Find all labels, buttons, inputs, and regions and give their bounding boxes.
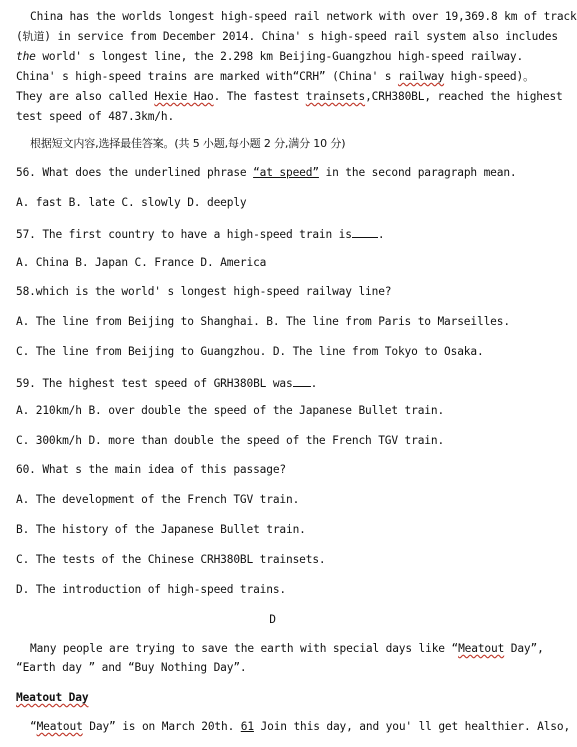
question-56-options: A. fast B. late C. slowly D. deeply [16, 196, 247, 209]
section-d-intro-2: “Earth day ” and “Buy Nothing Day”. [16, 661, 247, 674]
passage-line-6: test speed of 487.3km/h. [16, 110, 175, 123]
passage-line-3: the world' s longest line, the 2.298 km Beijing-Guangzhou high-speed railway. [16, 50, 524, 63]
instructions: 根据短文内容,选择最佳答案。(共 5 小题,每小题 2 分,满分 10 分) [30, 137, 346, 150]
answer-blank [293, 375, 311, 387]
section-heading: Meatout Day [16, 691, 89, 704]
question-57-options: A. China B. Japan C. France D. America [16, 256, 267, 269]
passage-line-4: China' s high-speed trains are marked with“CRH” (China' s railway high-speed)。 [16, 70, 535, 83]
passage-line-2: (轨道) in service from December 2014. China' s high-speed rail system also includes [16, 30, 558, 43]
question-58-options-cd: C. The line from Beijing to Guangzhou. D. The line from Tokyo to Osaka. [16, 345, 484, 358]
passage-line-1: China has the worlds longest high-speed rail network with over 19,369.8 km of track [30, 10, 577, 23]
passage-line-5: They are also called Hexie Hao. The fastest trainsets,CRH380BL, reached the highest [16, 90, 563, 103]
question-59: 59. The highest test speed of GRH380BL was . [16, 377, 318, 390]
question-59-options-cd: C. 300km/h D. more than double the speed of the French TGV train. [16, 434, 445, 447]
question-59-options-ab: A. 210km/h B. over double the speed of the Japanese Bullet train. [16, 404, 445, 417]
section-d-paragraph-line: “Meatout Day” is on March 20th. 61 Join this day, and you' ll get healthier. Also, [30, 720, 571, 733]
answer-blank [352, 226, 378, 238]
question-60-option-d: D. The introduction of high-speed trains. [16, 583, 287, 596]
question-58: 58.which is the world' s longest high-speed railway line? [16, 285, 392, 298]
question-58-options-ab: A. The line from Beijing to Shanghai. B. The line from Paris to Marseilles. [16, 315, 510, 328]
section-d-intro-1: Many people are trying to save the earth with special days like “Meatout Day”, [30, 642, 544, 655]
section-letter: D [269, 613, 276, 626]
question-60-option-c: C. The tests of the Chinese CRH380BL trainsets. [16, 553, 326, 566]
question-60-option-a: A. The development of the French TGV train. [16, 493, 300, 506]
question-57: 57. The first country to have a high-speed train is . [16, 228, 385, 241]
question-60: 60. What s the main idea of this passage? [16, 463, 287, 476]
question-56: 56. What does the underlined phrase “at speed” in the second paragraph mean. [16, 166, 517, 179]
question-60-option-b: B. The history of the Japanese Bullet train. [16, 523, 306, 536]
